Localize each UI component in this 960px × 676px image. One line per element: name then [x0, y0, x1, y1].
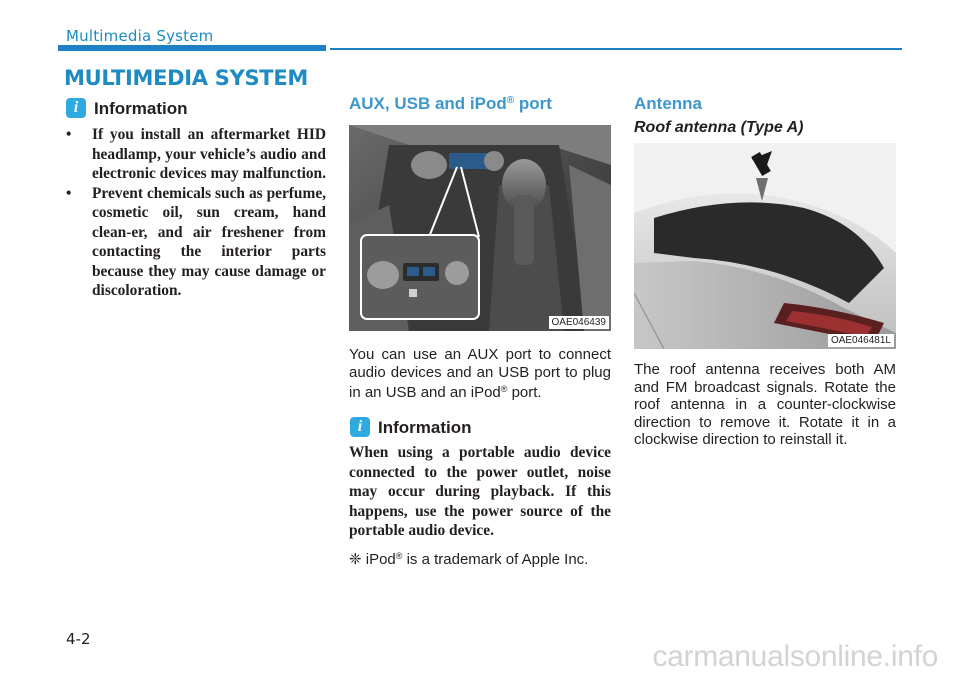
info-label: Information [94, 99, 188, 118]
info-icon: i [66, 98, 86, 118]
info-label: Information [378, 418, 472, 437]
antenna-title: Antenna [634, 94, 702, 113]
info-bullet-item [66, 184, 326, 301]
bullet-marker: • [66, 184, 72, 202]
trademark-note: ❈ iPod® is a trademark of Apple Inc. [349, 551, 589, 568]
aux-usb-title: AUX, USB and iPod® port [349, 94, 552, 113]
info-bullet-item [66, 125, 326, 184]
info-bullet-list [66, 125, 326, 301]
roof-antenna-photo [634, 143, 896, 349]
page-number: 4-2 [66, 630, 91, 648]
antenna-subtitle: Roof antenna (Type A) [634, 119, 804, 136]
aux-usb-description: You can use an AUX port to connect audio devices and an USB port to plug in an USB and an iPod® port. [349, 346, 611, 401]
console-illustration [349, 125, 611, 331]
image-code: OAE046439 [549, 316, 610, 329]
watermark: carmanualsonline.info [652, 640, 938, 673]
running-header: Multimedia System [66, 27, 214, 45]
car-roof-illustration [634, 143, 896, 349]
image-code: OAE046481L [828, 334, 894, 347]
aux-usb-photo [349, 125, 611, 331]
bullet-text: Prevent chemicals such as perfume, cosmetic oil, sun cream, hand clean-er, and air freshener from contacting the interior parts because they may cause damage or discoloration. [92, 184, 326, 299]
aux-info-text: When using a portable audio device connected to the power outlet, noise may occur during playback. If this happens, use the power source of the portable audio device. [349, 444, 611, 539]
antenna-description: The roof antenna receives both AM and FM broadcast signals. Rotate the roof antenna in a counter-clockwise direction to remove it. Rotate it in a clockwise direction to reinstall it. [634, 361, 896, 448]
header-rule-thick [58, 45, 326, 51]
section-title: MULTIMEDIA SYSTEM [64, 66, 308, 90]
bullet-marker: • [66, 126, 72, 143]
info-icon: i [350, 417, 370, 437]
bullet-text: If you install an aftermarket HID headlamp, your vehicle’s audio and electronic devices may malfunction. [92, 126, 326, 182]
header-rule-thin [330, 48, 902, 50]
